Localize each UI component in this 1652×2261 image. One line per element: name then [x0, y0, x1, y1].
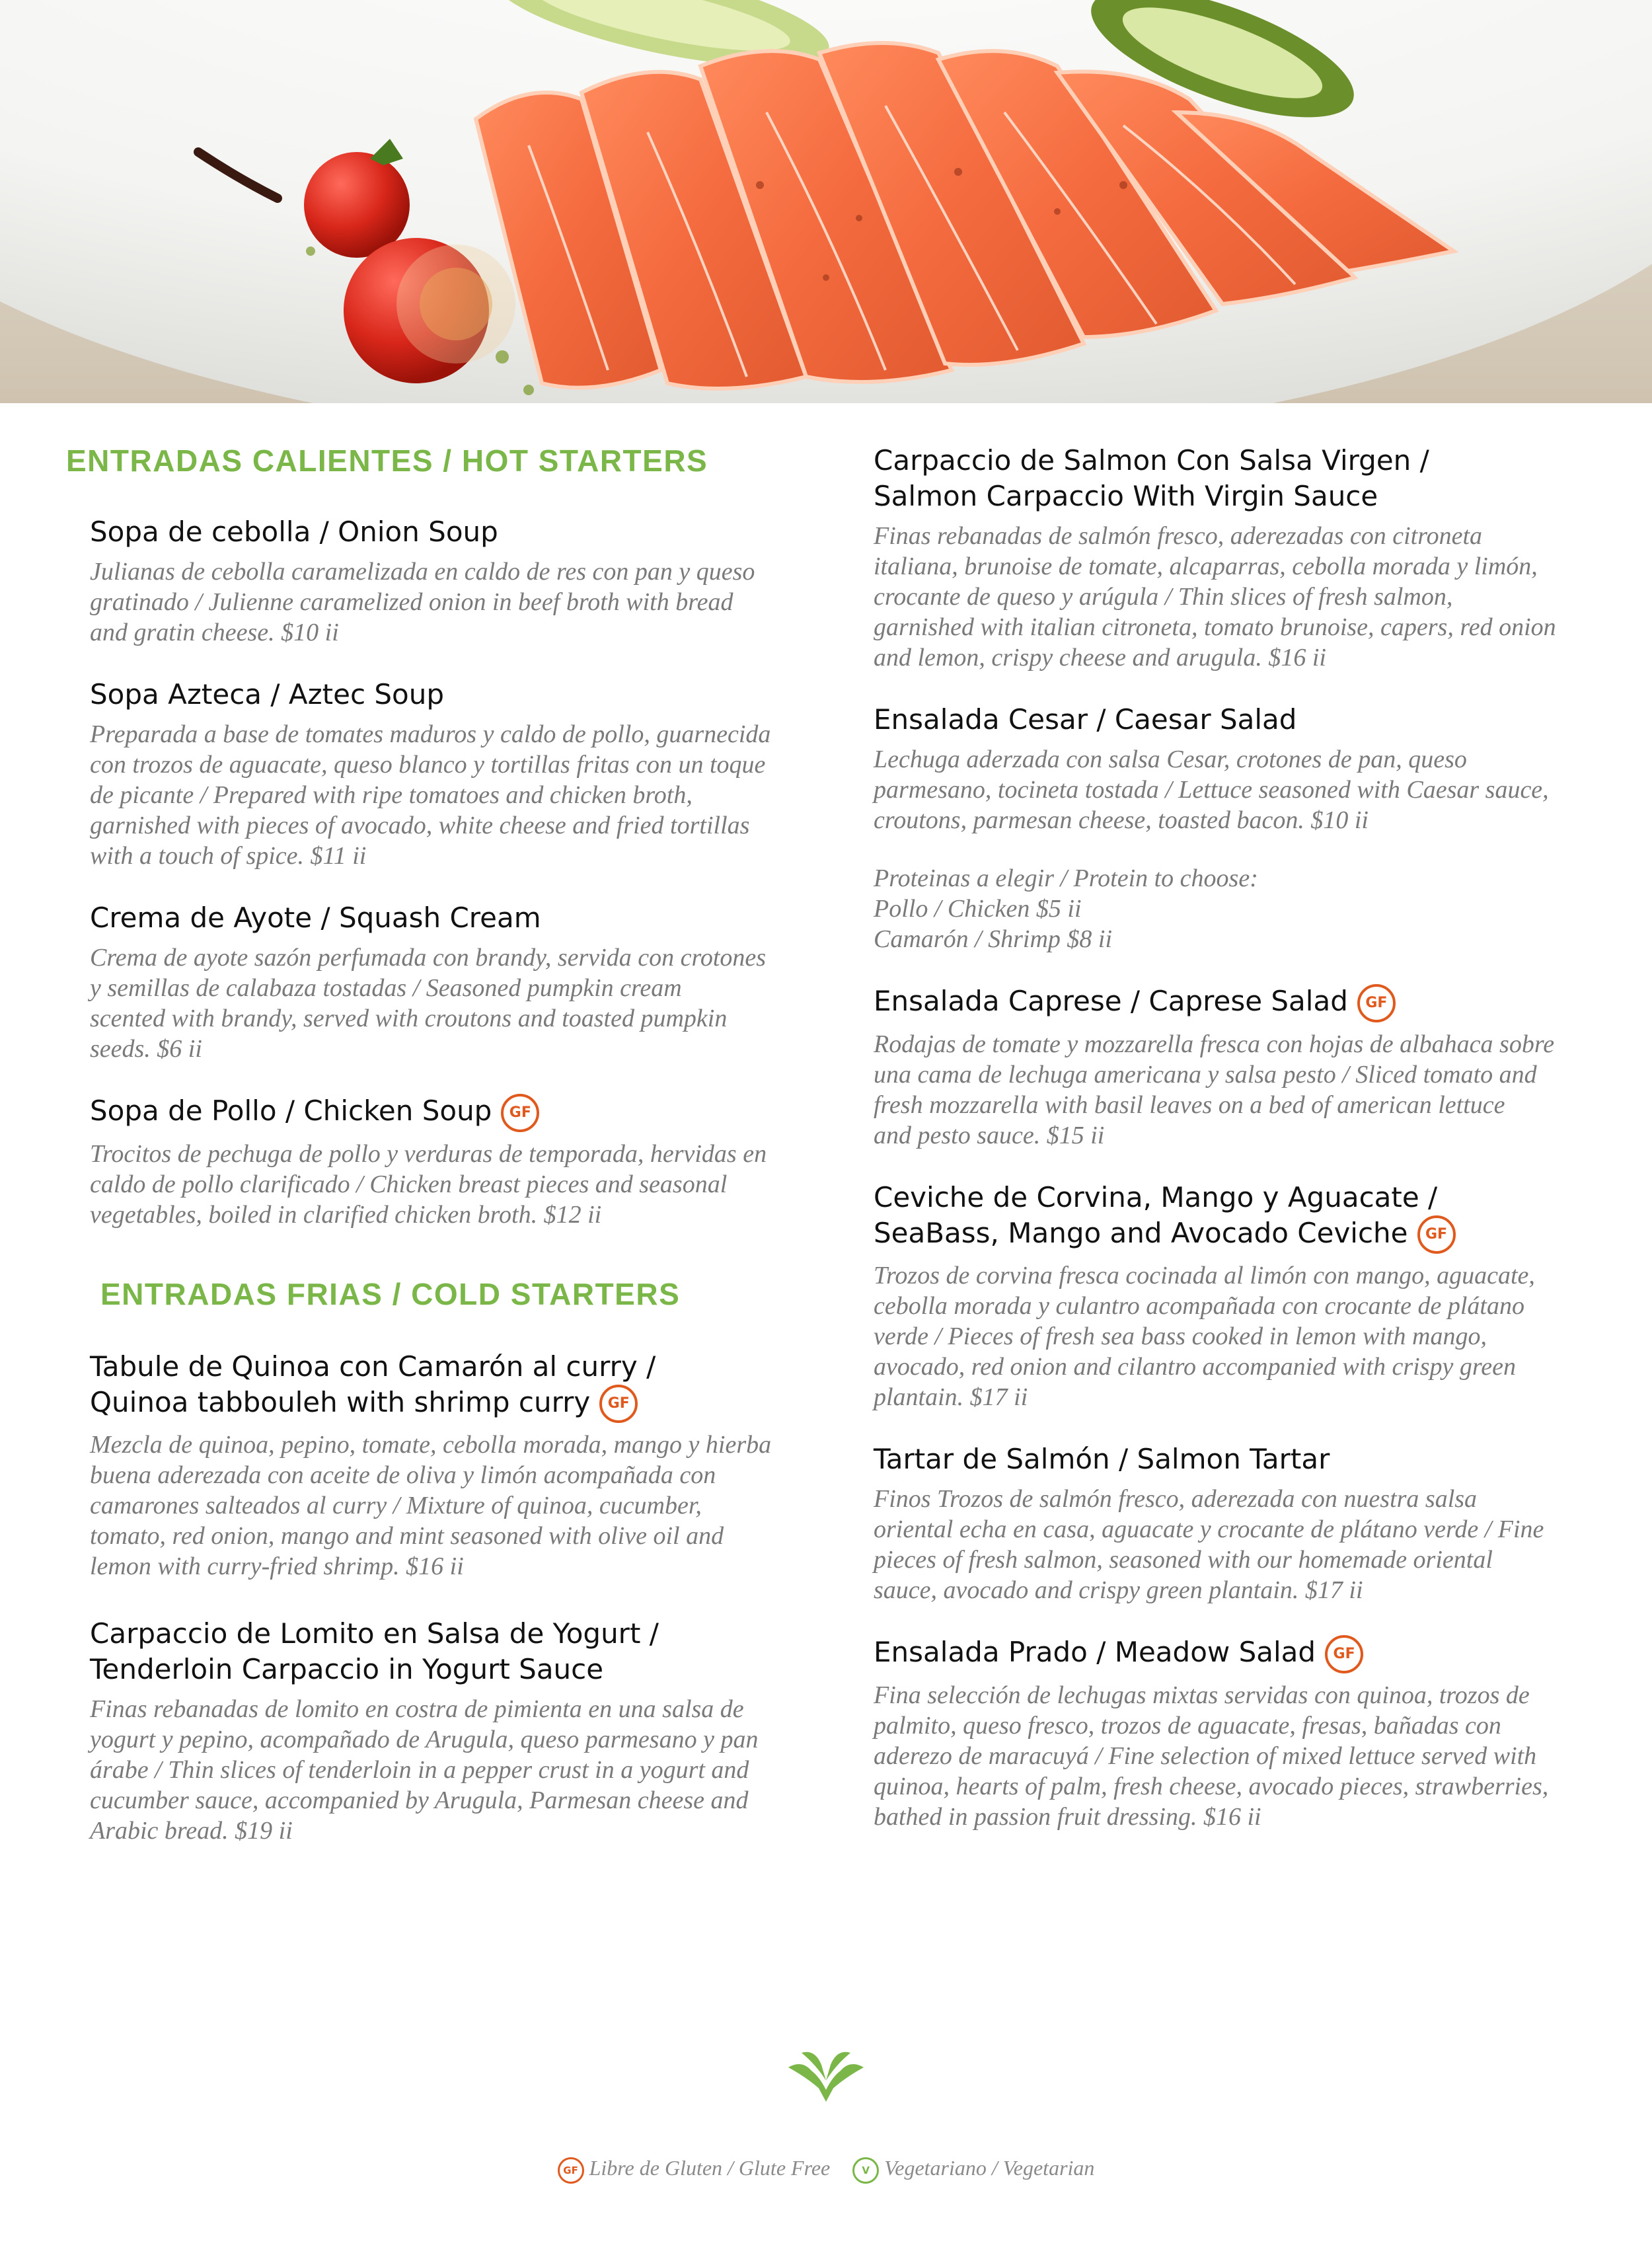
- menu-item-title: [874, 1441, 1587, 1477]
- menu-item-description-line: quinoa, hearts of palm, fresh cheese, avocado pieces, strawberries,: [874, 1772, 1549, 1800]
- vegetarian-badge-icon: V: [852, 2157, 879, 2184]
- menu-item-title-text: Ensalada Prado / Meadow Salad: [874, 1636, 1316, 1668]
- menu-item-description-line: Lechuga aderzada con salsa Cesar, crotones de pan, queso: [874, 746, 1467, 773]
- right-column: [874, 443, 1587, 1832]
- menu-item-description: [90, 719, 780, 871]
- menu-item-description-line: garnished with italian citroneta, tomato brunoise, capers, red onion: [874, 613, 1556, 641]
- menu-item-description: [874, 521, 1587, 673]
- menu-item-description-line: palmito, queso fresco, trozos de aguacate, fresas, bañadas con: [874, 1711, 1501, 1740]
- protein-option-line: Camarón / Shrimp $8 ii: [874, 925, 1113, 953]
- legend-gluten-free-text: Libre de Gluten / Glute Free: [589, 2156, 831, 2180]
- menu-item-description-line: oriental echa en casa, aguacate y crocante de plátano verde / Fine: [874, 1515, 1544, 1543]
- menu-item-description-line: Finos Trozos de salmón fresco, aderezada con nuestra salsa: [874, 1485, 1478, 1513]
- right-items-list: [874, 443, 1587, 1832]
- menu-item-description-line: pieces of fresh salmon, seasoned with our homemade oriental: [874, 1546, 1493, 1574]
- menu-item-description-line: verde / Pieces of fresh sea bass cooked in lemon with mango,: [874, 1322, 1487, 1350]
- menu-item-title-line: [874, 1215, 1587, 1254]
- menu-item-description: [874, 744, 1587, 835]
- menu-item-title-line: [874, 983, 1587, 1022]
- menu-item-description-line: Crema de ayote sazón perfumada con brandy, servida con crotones: [90, 944, 767, 972]
- menu-item-title-text: Quinoa tabbouleh with shrimp curry: [90, 1385, 591, 1418]
- menu-item-description-line: una cama de lechuga americana y salsa pesto / Sliced tomato and: [874, 1060, 1537, 1089]
- menu-item-title-text: Tenderloin Carpaccio in Yogurt Sauce: [90, 1653, 604, 1685]
- menu-item-description-line: Julianas de cebolla caramelizada en caldo de res con pan y queso: [90, 558, 755, 586]
- menu-item-description: [90, 1139, 780, 1230]
- menu-item-title-text: Salmon Carpaccio With Virgin Sauce: [874, 480, 1378, 512]
- menu-item-description-line: lemon with curry-fried shrimp. $16 ii: [90, 1552, 464, 1580]
- menu-item-description-line: buena aderezada con aceite de oliva y limón acompañada con: [90, 1461, 716, 1489]
- menu-item-description-line: plantain. $17 ii: [874, 1383, 1028, 1411]
- menu-item-description-line: and pesto sauce. $15 ii: [874, 1121, 1105, 1149]
- menu-item-description-line: fresh mozzarella with basil leaves on a bed of american lettuce: [874, 1091, 1505, 1119]
- menu-item-title: [90, 1093, 780, 1132]
- menu-item-title-text: Sopa de Pollo / Chicken Soup: [90, 1094, 492, 1127]
- menu-item-description: [90, 556, 780, 648]
- protein-option-line: Pollo / Chicken $5 ii: [874, 895, 1082, 923]
- menu-item-title-line: [874, 479, 1587, 514]
- gluten-free-badge-icon: GF: [1417, 1215, 1456, 1254]
- menu-item-title-line: [90, 900, 780, 936]
- menu-item-title: [90, 514, 780, 550]
- menu-item: [90, 1093, 780, 1230]
- menu-item-description-line: Trozos de corvina fresca cocinada al limón con mango, aguacate,: [874, 1262, 1535, 1289]
- menu-item-title: [874, 702, 1587, 738]
- menu-item-description-line: camarones salteados al curry / Mixture of quinoa, cucumber,: [90, 1492, 702, 1519]
- menu-item-title: [874, 1634, 1587, 1673]
- menu-item-description-line: cucumber sauce, accompanied by Arugula, Parmesan cheese and: [90, 1786, 749, 1814]
- menu-item-description-line: Finas rebanadas de lomito en costra de pimienta en una salsa de: [90, 1695, 744, 1723]
- menu-item-description-line: cebolla morada y culantro acompañada con crocante de plátano: [874, 1292, 1524, 1320]
- menu-item-title-line: [874, 702, 1587, 738]
- menu-item-description-line: seeds. $6 ii: [90, 1035, 202, 1063]
- menu-item-description-line: scented with brandy, served with croutons and toasted pumpkin: [90, 1005, 728, 1032]
- menu-item-description: [90, 1430, 780, 1582]
- menu-item-title-line: [874, 1441, 1587, 1477]
- section-title-hot-starters: ENTRADAS CALIENTES / HOT STARTERS: [66, 443, 708, 478]
- menu-item-title-line: [90, 1349, 780, 1385]
- dietary-legend: [0, 2156, 1652, 2184]
- hero-photo: [0, 0, 1652, 403]
- menu-item-description: [874, 1260, 1587, 1412]
- section-title-cold-starters: ENTRADAS FRIAS / COLD STARTERS: [100, 1276, 681, 1311]
- menu-item-title: [90, 900, 780, 936]
- menu-item-title-line: [90, 1093, 780, 1132]
- menu-item-description-line: tomato, red onion, mango and mint seasoned with olive oil and: [90, 1522, 724, 1550]
- gluten-free-badge-icon: GF: [1325, 1635, 1363, 1673]
- menu-item-description-line: avocado, red onion and cilantro accompanied with crispy green: [874, 1353, 1516, 1381]
- menu-item: [90, 1349, 780, 1582]
- gluten-free-badge-icon: GF: [1357, 984, 1396, 1022]
- menu-item-title-text: Ensalada Cesar / Caesar Salad: [874, 703, 1297, 736]
- menu-item-title: [90, 1616, 780, 1687]
- menu-item-title-text: Tabule de Quinoa con Camarón al curry /: [90, 1350, 656, 1383]
- menu-item-title-line: [90, 677, 780, 712]
- menu-item-description-line: Rodajas de tomate y mozzarella fresca con hojas de albahaca sobre: [874, 1030, 1555, 1058]
- menu-item-title-text: Carpaccio de Salmon Con Salsa Virgen /: [874, 444, 1429, 477]
- menu-item-title: [874, 983, 1587, 1022]
- menu-item-description: [90, 1694, 780, 1846]
- menu-item-description-line: bathed in passion fruit dressing. $16 ii: [874, 1802, 1261, 1831]
- menu-item-title-text: Carpaccio de Lomito en Salsa de Yogurt /: [90, 1617, 659, 1650]
- gluten-free-badge-icon: GF: [558, 2157, 584, 2184]
- menu-item: [874, 1441, 1587, 1605]
- menu-item-description: [874, 1029, 1587, 1151]
- menu-item-description-line: Preparada a base de tomates maduros y caldo de pollo, guarnecida: [90, 720, 771, 748]
- menu-item: [90, 677, 780, 871]
- menu-item-title-text: Sopa Azteca / Aztec Soup: [90, 678, 445, 710]
- menu-item-description-line: vegetables, boiled in clarified chicken broth. $12 ii: [90, 1200, 602, 1229]
- menu-item-title: [874, 1180, 1587, 1254]
- menu-item-description-line: and gratin cheese. $10 ii: [90, 619, 339, 646]
- menu-item-description-line: yogurt y pepino, acompañado de Arugula, queso parmesano y pan: [90, 1726, 759, 1753]
- menu-item-description-line: Fina selección de lechugas mixtas servidas con quinoa, trozos de: [874, 1681, 1530, 1709]
- menu-item-description-line: aderezo de maracuyá / Fine selection of mixed lettuce served with: [874, 1742, 1537, 1770]
- menu-item-description-line: crocante de queso y arúgula / Thin slices of fresh salmon,: [874, 583, 1453, 611]
- protein-options: [874, 863, 1587, 954]
- menu-item: [874, 1634, 1587, 1832]
- menu-item: [874, 983, 1587, 1151]
- menu-item-description-line: Finas rebanadas de salmón fresco, aderezadas con citroneta: [874, 522, 1483, 550]
- menu-item-description-line: de picante / Prepared with ripe tomatoes and chicken broth,: [90, 781, 693, 809]
- menu-item: [90, 1616, 780, 1846]
- menu-item-description-line: Trocitos de pechuga de pollo y verduras de temporada, hervidas en: [90, 1139, 767, 1168]
- menu-item-title-line: [90, 1616, 780, 1652]
- menu-item: [90, 514, 780, 648]
- legend-vegetarian-text: Vegetariano / Vegetarian: [884, 2156, 1095, 2180]
- menu-item-description-line: con trozos de aguacate, queso blanco y tortillas fritas con un toque: [90, 751, 766, 779]
- menu-item-description-line: gratinado / Julienne caramelized onion in beef broth with bread: [90, 588, 733, 616]
- hot-starters-list: [66, 514, 780, 1230]
- menu-item-title: [90, 677, 780, 712]
- menu-item-description-line: Arabic bread. $19 ii: [90, 1817, 293, 1845]
- left-column: [66, 443, 780, 1846]
- menu-item-description-line: caldo de pollo clarificado / Chicken breast pieces and seasonal: [90, 1170, 728, 1198]
- menu-item: [90, 900, 780, 1064]
- menu-item-description-line: sauce, avocado and crispy green plantain. $17 ii: [874, 1576, 1363, 1604]
- menu-item-description-line: y semillas de calabaza tostadas / Seasoned pumpkin cream: [90, 974, 682, 1002]
- menu-item-description-line: with a touch of spice. $11 ii: [90, 842, 367, 870]
- menu-item: [874, 702, 1587, 954]
- menu-item-title-line: [874, 1634, 1587, 1673]
- menu-item-description-line: and lemon, crispy cheese and arugula. $16 ii: [874, 644, 1326, 671]
- menu-item-title-text: SeaBass, Mango and Avocado Ceviche: [874, 1216, 1408, 1249]
- menu-item-title-text: Sopa de cebolla / Onion Soup: [90, 516, 498, 548]
- cold-starters-list: [66, 1349, 780, 1847]
- menu-item: [874, 443, 1587, 673]
- menu-item-description-line: árabe / Thin slices of tenderloin in a pepper crust in a yogurt and: [90, 1756, 749, 1784]
- menu-item-description-line: Mezcla de quinoa, pepino, tomate, cebolla morada, mango y hierba: [90, 1431, 772, 1459]
- menu-item-title-line: [90, 514, 780, 550]
- menu-item-title-text: Crema de Ayote / Squash Cream: [90, 901, 541, 934]
- menu-item-title-line: [874, 1180, 1587, 1215]
- menu-item-title-line: [90, 1652, 780, 1687]
- menu-item-title-text: Ceviche de Corvina, Mango y Aguacate /: [874, 1180, 1438, 1213]
- menu-item-title-line: [90, 1385, 780, 1424]
- menu-item-title: [874, 443, 1587, 514]
- menu-item-description-line: parmesano, tocineta tostada / Lettuce seasoned with Caesar sauce,: [874, 776, 1549, 804]
- gluten-free-badge-icon: GF: [501, 1094, 539, 1132]
- salmon-carpaccio-photo: [0, 0, 1652, 403]
- menu-item-title-text: Tartar de Salmón / Salmon Tartar: [874, 1443, 1330, 1475]
- menu-item-title: [90, 1349, 780, 1424]
- menu-item-description-line: garnished with pieces of avocado, white cheese and fried tortillas: [90, 812, 750, 839]
- menu-item-description: [874, 1484, 1587, 1605]
- menu-item-description-line: croutons, parmesan cheese, toasted bacon. $10 ii: [874, 806, 1369, 834]
- protein-option-line: Proteinas a elegir / Protein to choose:: [874, 864, 1258, 892]
- menu-item-title-line: [874, 443, 1587, 479]
- menu-item: [874, 1180, 1587, 1413]
- gluten-free-badge-icon: GF: [599, 1385, 638, 1423]
- menu-item-title-text: Ensalada Caprese / Caprese Salad: [874, 985, 1348, 1017]
- restaurant-leaf-logo-icon: [788, 2049, 864, 2102]
- menu-item-description: [90, 942, 780, 1064]
- menu-item-description-line: italiana, brunoise de tomate, alcaparras, cebolla morada y limón,: [874, 553, 1538, 580]
- menu-item-description: [874, 1680, 1587, 1832]
